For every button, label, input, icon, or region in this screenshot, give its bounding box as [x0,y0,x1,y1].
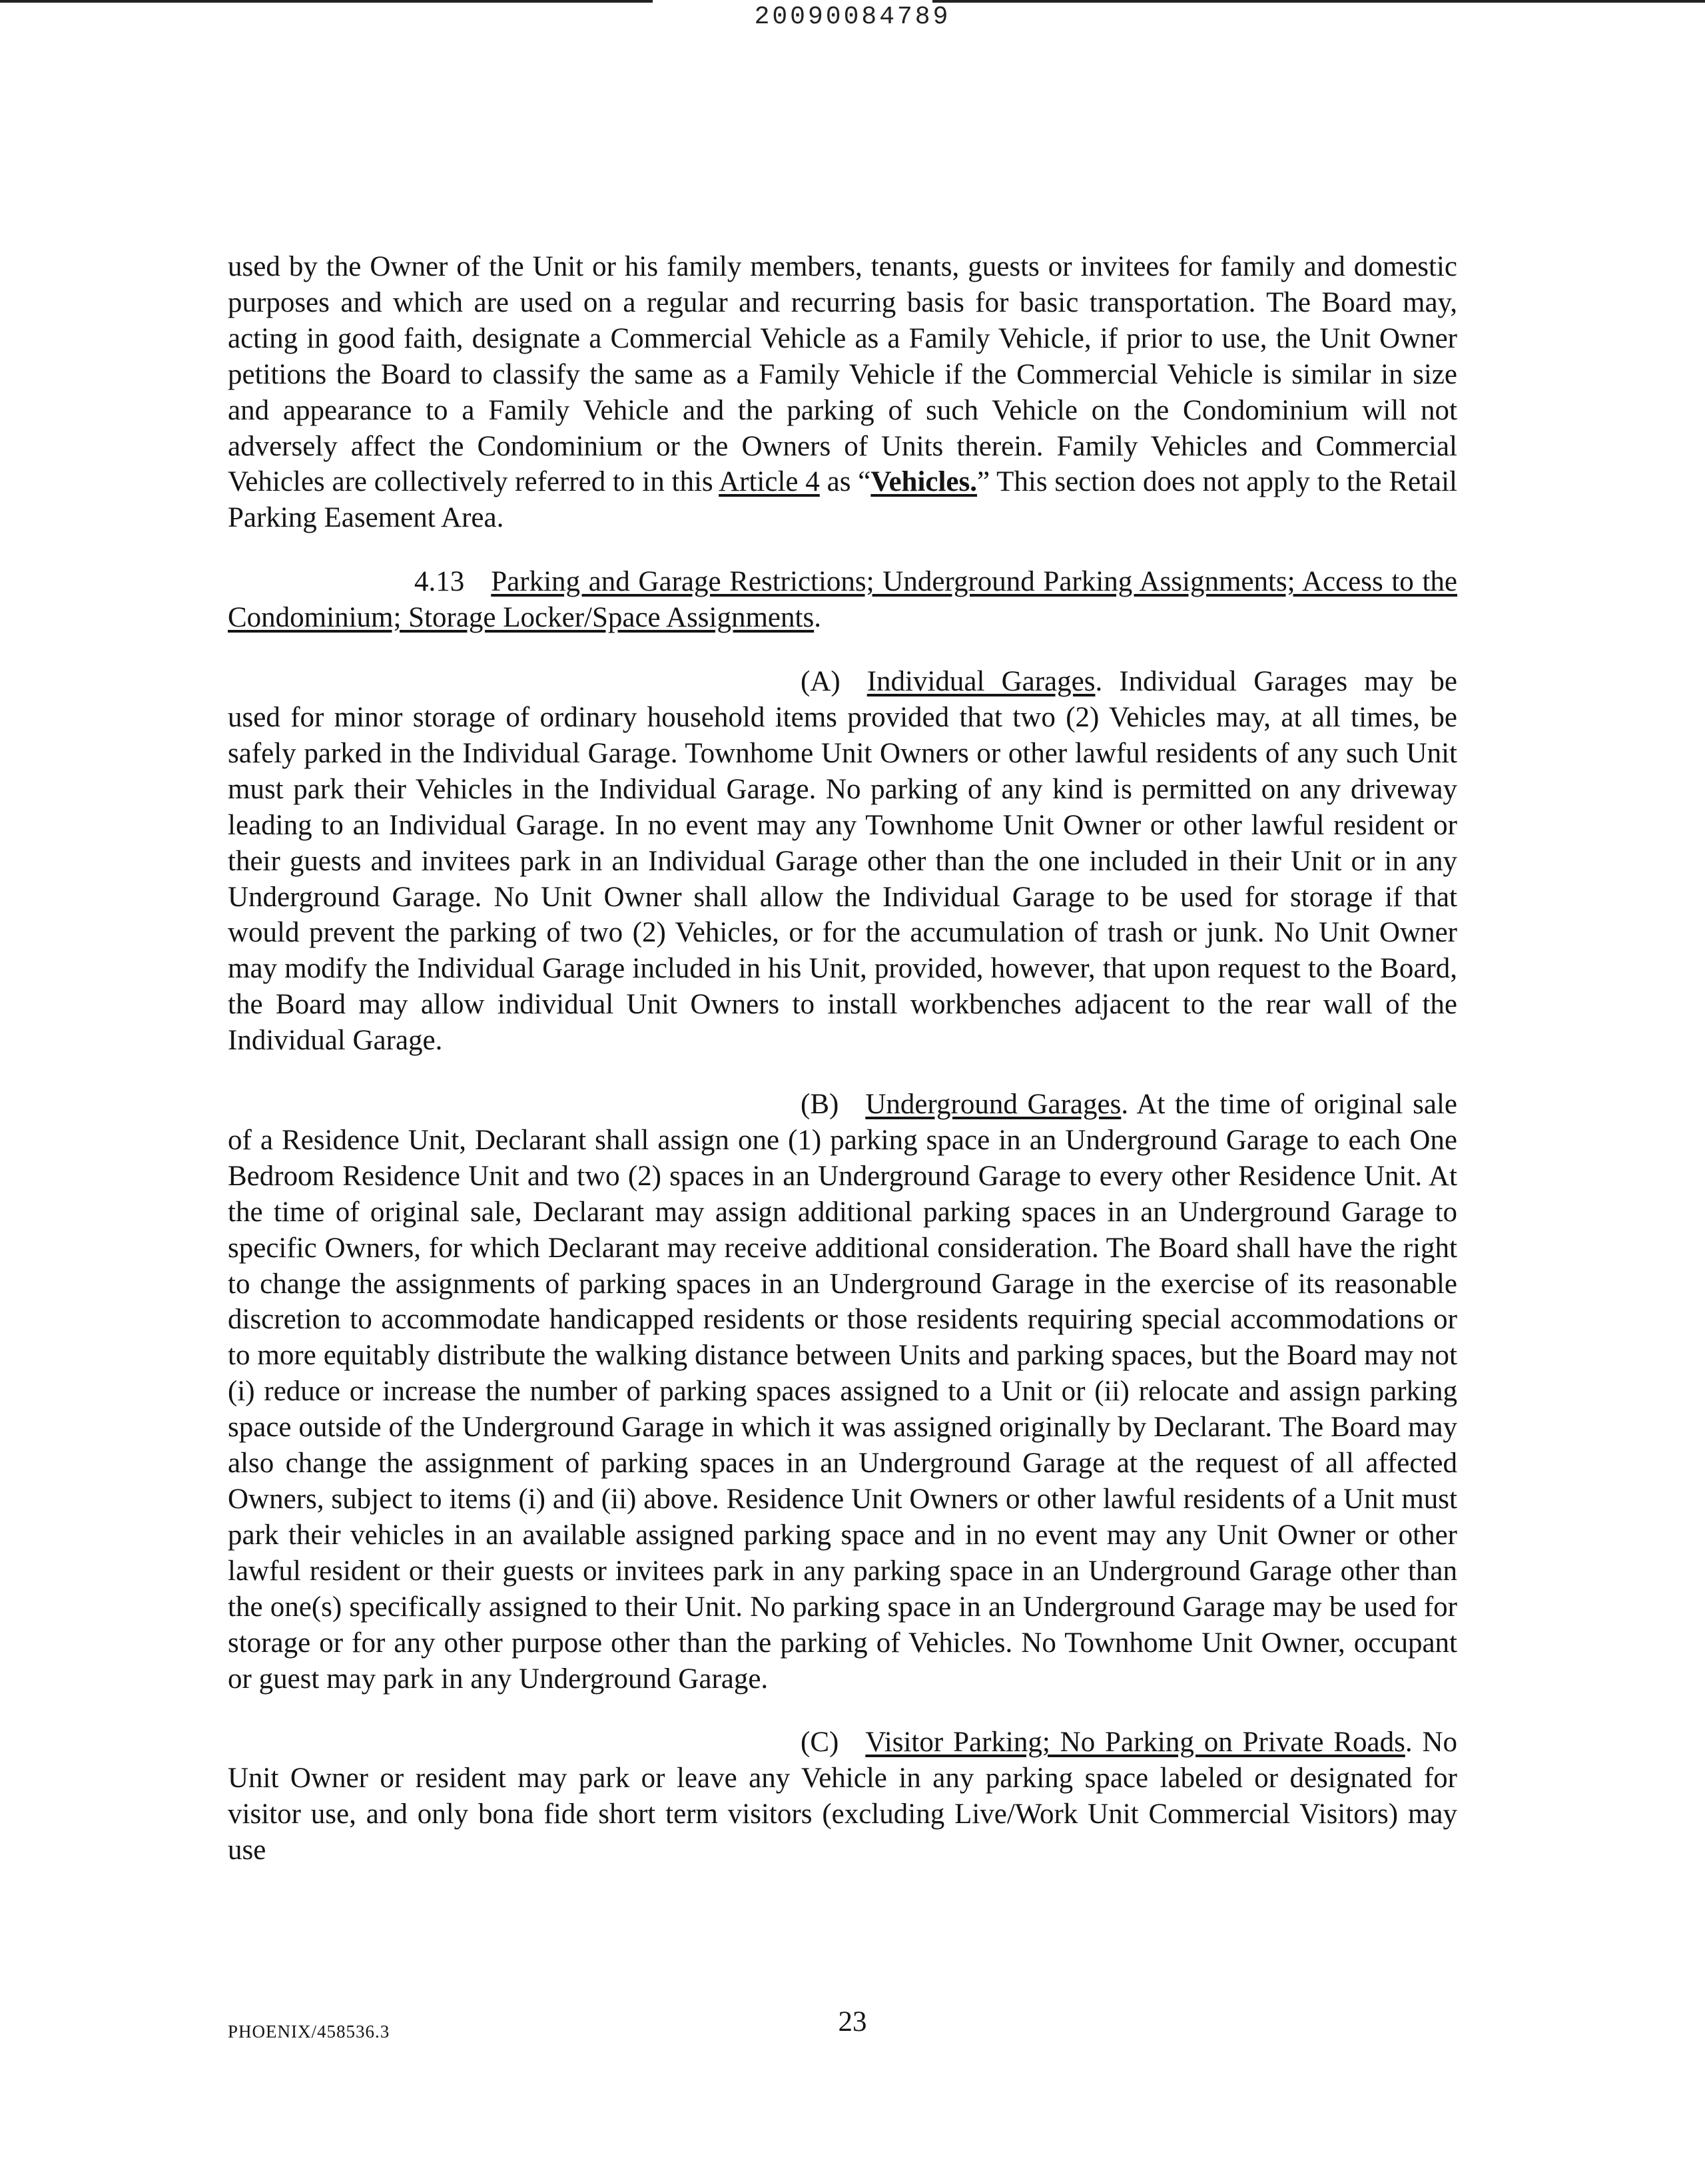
subsection-text: . No Unit Owner or resident may park or leave any Vehicle in any parking space labeled or designated for visitor use, and only bona fide short term visitors (excluding Live/Work Unit Commercial Visitors) may use [228,1727,1457,1866]
footer-document-id: PHOENIX/458536.3 [228,2022,390,2042]
section-4-13-heading [228,564,1457,636]
subsection-c [228,1725,1457,1868]
paragraph-vehicles-definition [228,249,1457,536]
subsection-a [228,664,1457,1059]
subsection-text: . At the time of original sale of a Residence Unit, Declarant shall assign one (1) parking space in an Underground Garage to each One Bedroom Residence Unit and two (2) spaces in an Underground Garage to every other Residence Unit. At the time of original sale, Declarant may assign additional parking spaces in an Underground Garage to specific Owners, for which Declarant may receive additional consideration. The Board shall have the right to change the assignments of parking spaces in an Underground Garage in the exercise of its reasonable discretion to accommodate handicapped residents or those residents requiring special accommodations or to more equitably distribute the walking distance between Units and parking spaces, but the Board may not (i) reduce or increase the number of parking spaces assigned to a Unit or (ii) relocate and assign parking space outside of the Underground Garage in which it was assigned originally by Declarant. The Board may also change the assignment of parking spaces in an Underground Garage at the request of all affected Owners, subject to items (i) and (ii) above. Residence Unit Owners or other lawful residents of a Unit must park their vehicles in an available assigned parking space and in no event may any Unit Owner or other lawful resident or their guests or invitees park in any parking space in an Underground Garage other than the one(s) specifically assigned to their Unit. No parking space in an Underground Garage may be used for storage or for any other purpose other than the parking of Vehicles. No Townhome Unit Owner, occupant or guest may park in any Underground Garage. [228,1089,1457,1695]
subsection-label: (A) [801,666,841,698]
subsection-title: Underground Garages [865,1089,1122,1121]
page-number: 23 [838,2006,867,2038]
paragraph-text: as “ [819,466,871,498]
paragraph-text: used by the Owner of the Unit or his family members, tenants, guests or invitees for family and domestic purposes and which are used on a regular and recurring basis for basic transportation. The Board may, acting in good faith, designate a Commercial Vehicle as a Family Vehicle, if prior to use, the Unit Owner petitions the Board to classify the same as a Family Vehicle if the Commercial Vehicle is similar in size and appearance to a Family Vehicle and the parking of such Vehicle on the Condominium will not adversely affect the Condominium or the Owners of Units therein. Family Vehicles and Commercial Vehicles are collectively referred to in this [228,251,1457,498]
subsection-title: Visitor Parking; No Parking on Private Roads [865,1727,1405,1759]
defined-term: Vehicles. [870,466,977,498]
section-number: 4.13 [414,566,465,598]
subsection-label: (C) [801,1727,839,1759]
subsection-b [228,1087,1457,1697]
subsection-title: Individual Garages [866,666,1096,698]
paragraph-text: ” This section does not apply to the Retail Parking Easement Area. [228,466,1458,534]
subsection-text: . Individual Garages may be used for minor storage of ordinary household items provided that two (2) Vehicles may, at all times, be safely parked in the Individual Garage. Townhome Unit Owners or other lawful residents of any such Unit must park their Vehicles in the Individual Garage. No parking of any kind is permitted on any driveway leading to an Individual Garage. In no event may any Townhome Unit Owner or other lawful resident or their guests and invitees park in an Individual Garage other than the one included in their Unit or in any Underground Garage. No Unit Owner shall allow the Individual Garage to be used for storage if that would prevent the parking of two (2) Vehicles, or for the accumulation of trash or junk. No Unit Owner may modify the Individual Garage included in his Unit, provided, however, that upon request to the Board, the Board may allow individual Unit Owners to install workbenches adjacent to the rear wall of the Individual Garage. [228,666,1457,1057]
article-reference: Article 4 [719,466,820,498]
document-number: 20090084789 [754,3,951,31]
subsection-label: (B) [801,1089,839,1121]
section-title-end: . [814,602,821,634]
page-body [228,249,1457,1868]
section-title: Parking and Garage Restrictions; Underground Parking Assignments; Access to the Condominium; Storage Locker/Space Assignments [228,566,1457,634]
